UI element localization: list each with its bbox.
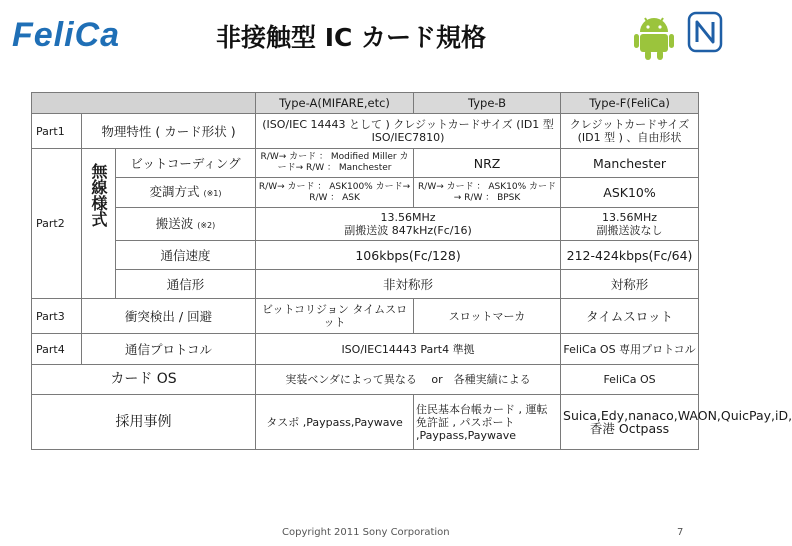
card-os-f: FeliCa OS	[561, 365, 699, 395]
part4-label: Part4	[32, 334, 82, 365]
collision-label: 衝突検出 / 回避	[82, 299, 256, 334]
card-os-label: カード OS	[32, 365, 256, 395]
bit-coding-b: NRZ	[414, 149, 561, 178]
wireless-format-label: 無線様式	[82, 149, 116, 241]
part1-ab-value: (ISO/IEC 14443 として ) クレジットカードサイズ (ID1 型 ISO/IEC7810)	[256, 114, 561, 149]
protocol-f: FeliCa OS 専用プロトコル	[561, 334, 699, 365]
speed-label: 通信速度	[116, 241, 256, 270]
protocol-label: 通信プロトコル	[82, 334, 256, 365]
carrier-ab	[256, 208, 561, 241]
nfc-logo-icon	[688, 12, 722, 52]
row-card-os	[32, 365, 699, 395]
bit-coding-label: ビットコーディング	[116, 149, 256, 178]
part3-label: Part3	[32, 299, 82, 334]
header-type-a: Type-A(MIFARE,etc)	[256, 93, 414, 114]
modulation-a: R/W→ カード ： ASK100% カード→ R/W ： ASK	[256, 178, 414, 208]
modulation-note: (※1)	[203, 189, 222, 198]
row-carrier	[32, 208, 699, 241]
carrier-f	[561, 208, 699, 241]
ic-card-standards-table	[31, 92, 792, 450]
header-type-f: Type-F(FeliCa)	[561, 93, 699, 114]
collision-f: タイムスロット	[561, 299, 699, 334]
carrier-note: (※2)	[197, 220, 216, 230]
row-part3	[32, 299, 699, 334]
carrier-ab-line2: 副搬送波 847kHz(Fc/16)	[344, 224, 472, 237]
row-part1	[32, 114, 699, 149]
card-os-ab: 実装ベンダによって異なる or 各種実績による	[256, 365, 561, 395]
part2-label: Part2	[32, 149, 82, 299]
modulation-f: ASK10%	[561, 178, 699, 208]
part1-label: Part1	[32, 114, 82, 149]
modulation-label-text: 変調方式	[149, 184, 200, 199]
row-speed	[32, 241, 699, 270]
header-row	[32, 93, 699, 114]
protocol-ab: ISO/IEC14443 Part4 準拠	[256, 334, 561, 365]
bit-coding-f: Manchester	[561, 149, 699, 178]
adoption-b: 住民基本台帳カード , 運転免許証 , パスポート ,Paypass,Paywave	[414, 395, 561, 450]
adoption-a: タスポ ,Paypass,Paywave	[256, 395, 414, 450]
adoption-f: Suica,Edy,nanaco,WAON,QuicPay,iD, 香港 Octpass	[561, 395, 699, 450]
header-type-b: Type-B	[414, 93, 561, 114]
speed-f: 212-424kbps(Fc/64)	[561, 241, 699, 270]
part1-f-value: クレジットカードサイズ (ID1 型 ) 、自由形状	[561, 114, 699, 149]
collision-a: ビットコリジョン タイムスロット	[256, 299, 414, 334]
carrier-f-line1: 13.56MHz	[602, 211, 658, 224]
row-bit-coding	[32, 149, 699, 178]
comm-form-ab: 非対称形	[256, 270, 561, 299]
comm-form-f: 対称形	[561, 270, 699, 299]
carrier-label-text: 搬送波	[155, 215, 194, 231]
carrier-label	[116, 208, 256, 241]
row-comm-form	[32, 270, 699, 299]
adoption-label: 採用事例	[32, 395, 256, 450]
slide-title: 非接触型 IC カード規格	[216, 23, 487, 52]
carrier-f-line2: 副搬送波なし	[596, 224, 663, 237]
part1-physical-label: 物理特性 ( カード形状 )	[82, 114, 256, 149]
row-adoption	[32, 395, 699, 450]
felica-logo: FeliCa	[12, 16, 121, 54]
modulation-b: R/W→ カード ： ASK10% カード→ R/W ： BPSK	[414, 178, 561, 208]
wireless-format-spacer	[82, 241, 116, 299]
collision-b: スロットマーカ	[414, 299, 561, 334]
android-logo-icon	[634, 14, 674, 60]
bit-coding-a: R/W→ カード ： Modified Miller カード→ R/W ： Manchester	[256, 149, 414, 178]
copyright-footer: Copyright 2011 Sony Corporation	[282, 527, 450, 538]
modulation-label	[116, 178, 256, 208]
carrier-ab-line1: 13.56MHz	[380, 211, 436, 224]
header-blank-cell	[32, 93, 256, 114]
page-number: 7	[677, 527, 684, 538]
row-modulation	[32, 178, 699, 208]
comm-form-label: 通信形	[116, 270, 256, 299]
row-part4	[32, 334, 699, 365]
speed-ab: 106kbps(Fc/128)	[256, 241, 561, 270]
